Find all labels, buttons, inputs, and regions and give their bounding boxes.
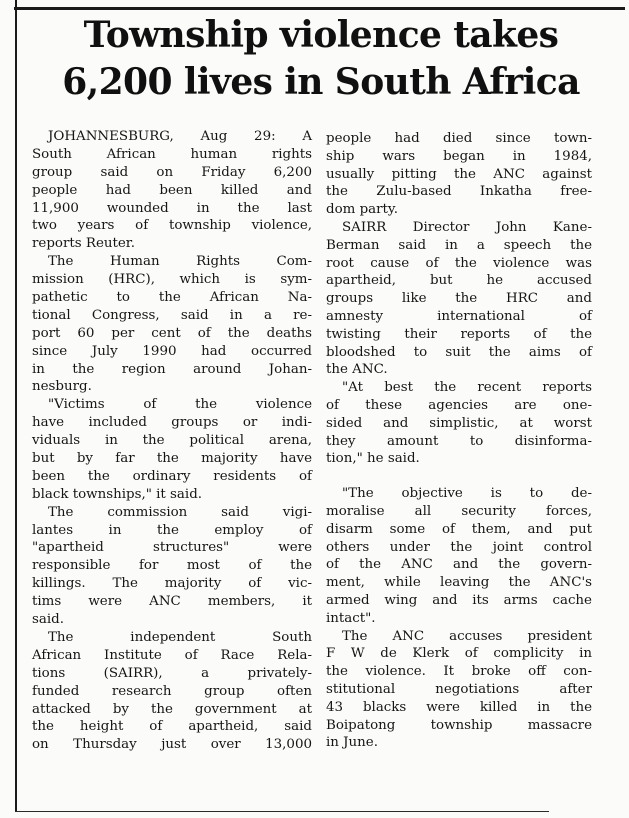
article-line: the violence. It broke off con- <box>326 664 592 680</box>
article-line: apartheid, but he accused <box>326 273 592 289</box>
article-line: lantes in the employ of <box>32 522 312 538</box>
article-line: usually pitting the ANC against <box>326 166 592 182</box>
article-line: said. <box>32 612 64 628</box>
article-line: the ANC. <box>326 362 388 378</box>
article-line: funded research group often <box>32 683 312 699</box>
top-rule <box>14 0 625 10</box>
article-line: amnesty international of <box>326 308 592 324</box>
article-line: reports Reuter. <box>32 236 135 252</box>
article-line: The commission said vigi- <box>48 504 312 520</box>
article-line: in the region around Johan- <box>32 361 312 377</box>
article-line: people had died since town- <box>326 131 592 146</box>
article-line: ship wars began in 1984, <box>326 148 592 164</box>
article-line: on Thursday just over 13,000 <box>32 737 312 753</box>
article-line: tions (SAIRR), a privately- <box>32 665 312 681</box>
article-line: "At best the recent reports <box>342 380 592 396</box>
left-column-rule <box>15 0 17 812</box>
article-line: twisting their reports of the <box>326 326 592 342</box>
article-line: The independent South <box>48 629 312 645</box>
article-line: dom party. <box>326 202 398 218</box>
article-line: mission (HRC), which is sym- <box>32 272 312 288</box>
article-line: the height of apartheid, said <box>32 719 312 735</box>
article-line: 43 blacks were killed in the <box>326 699 592 715</box>
article-line: others under the joint control <box>326 539 592 555</box>
article-line: armed wing and its arms cache <box>326 592 592 608</box>
article-line: tion," he said. <box>326 451 420 467</box>
article-line: since July 1990 had occurred <box>32 343 312 359</box>
article-line: port 60 per cent of the deaths <box>32 325 312 341</box>
paragraph-gap <box>326 468 592 485</box>
article-line: root cause of the violence was <box>326 255 592 271</box>
headline-line-2: 6,200 lives in South Africa <box>62 61 580 103</box>
article-line: people had been killed and <box>32 182 312 198</box>
article-line: "apartheid structures" were <box>32 540 312 556</box>
article-line: have included groups or indi- <box>32 415 312 431</box>
article-line: nesburg. <box>32 379 92 395</box>
article-line: viduals in the political arena, <box>32 433 312 449</box>
article-line: groups like the HRC and <box>326 291 592 307</box>
article-line: been the ordinary residents of <box>32 468 312 484</box>
article-line: tims were ANC members, it <box>32 594 312 610</box>
article-line: "The objective is to de- <box>342 486 592 502</box>
article-line: African Institute of Race Rela- <box>32 647 312 663</box>
article-line: black townships," it said. <box>32 486 203 502</box>
headline <box>22 12 620 106</box>
article-line: of the ANC and the govern- <box>326 557 592 573</box>
article-line: two years of township violence, <box>32 218 312 234</box>
article-line: stitutional negotiations after <box>326 681 592 697</box>
article-line: pathetic to the African Na- <box>32 290 312 306</box>
article-line: bloodshed to suit the aims of <box>326 344 592 360</box>
article-column-1 <box>32 128 312 754</box>
article-line: group said on Friday 6,200 <box>32 164 312 180</box>
article-line: killings. The majority of vic- <box>32 576 312 592</box>
article-line: of these agencies are one- <box>326 397 592 413</box>
article-line: the Zulu-based Inkatha free- <box>326 184 592 200</box>
article-line: in June. <box>326 735 378 751</box>
article-line: Boipatong township massacre <box>326 717 592 733</box>
article-line: they amount to disinforma- <box>326 433 592 449</box>
article-line: attacked by the government at <box>32 701 312 717</box>
article-column-2 <box>326 130 592 752</box>
article-line: responsible for most of the <box>32 558 312 574</box>
article-line: moralise all security forces, <box>326 503 592 519</box>
article-line: "Victims of the violence <box>48 397 312 413</box>
article-line: JOHANNESBURG, Aug 29: A <box>48 129 312 144</box>
article-line: but by far the majority have <box>32 451 312 467</box>
article-line: 11,900 wounded in the last <box>32 200 312 216</box>
article-line: disarm some of them, and put <box>326 521 592 537</box>
article-line: sided and simplistic, at worst <box>326 415 592 431</box>
article-line: intact". <box>326 610 376 626</box>
article-line: The ANC accuses president <box>342 628 592 644</box>
headline-line-1: Township violence takes <box>83 14 559 56</box>
article-line: SAIRR Director John Kane- <box>342 219 592 235</box>
article-line: The Human Rights Com- <box>48 254 312 270</box>
article-line: F W de Klerk of complicity in <box>326 646 592 662</box>
article-line: Berman said in a speech the <box>326 237 592 253</box>
article-line: South African human rights <box>32 146 312 162</box>
bottom-rule <box>15 811 549 812</box>
article-line: tional Congress, said in a re- <box>32 307 312 323</box>
article-line: ment, while leaving the ANC's <box>326 575 592 591</box>
